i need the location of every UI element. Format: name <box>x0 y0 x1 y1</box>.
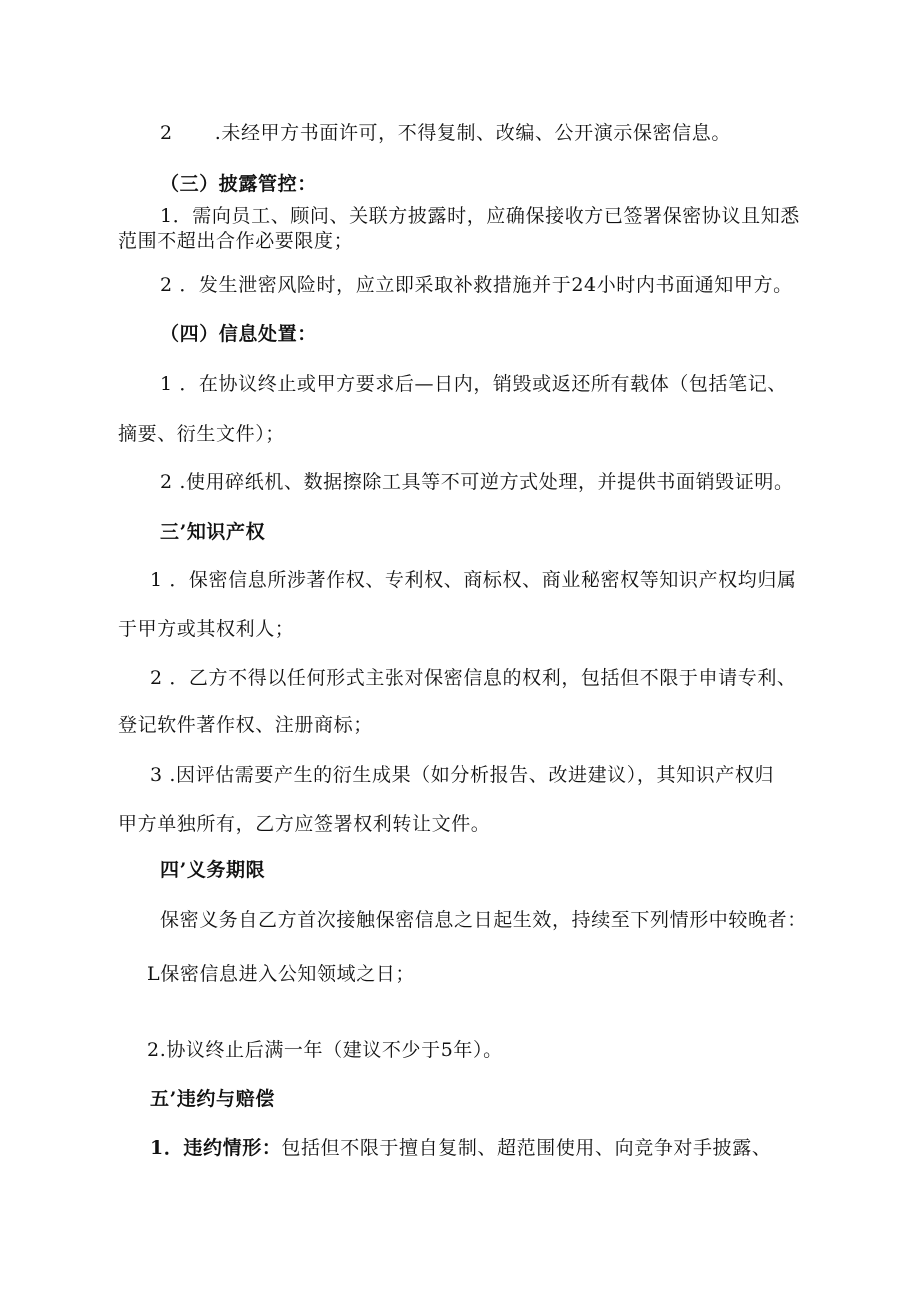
section-heading-disposal: （四）信息处置： <box>160 323 317 345</box>
clause-label: 1．违约情形： <box>150 1137 282 1159</box>
clause-line-continued: 甲方单独所有，乙方应签署权利转让文件。 <box>118 813 491 835</box>
clause-line: 1．需向员工、顾问、关联方披露时，应确保接收方已签署保密协议且知悉 <box>160 205 800 227</box>
list-item: 2.协议终止后满一年（建议不少于5年）。 <box>147 1039 503 1061</box>
section-heading-ip: 三’知识产权 <box>160 521 266 543</box>
clause-line: 2 ．发生泄密风险时，应立即采取补救措施并于24小时内书面通知甲方。 <box>160 274 793 296</box>
clause-line-continued: 登记软件著作权、注册商标； <box>118 714 373 736</box>
section-heading-disclosure: （三）披露管控： <box>160 173 317 195</box>
clause-line: 1 ．在协议终止或甲方要求后—日内，销毁或返还所有载体（包括笔记、 <box>160 373 787 395</box>
clause-text: 包括但不限于擅自复制、超范围使用、向竞争对手披露、 <box>281 1137 772 1159</box>
list-item: L保密信息进入公知领域之日； <box>147 963 416 985</box>
clause-line: 2 ．乙方不得以任何形式主张对保密信息的权利，包括但不限于申请专利、 <box>150 667 797 689</box>
paragraph-line: 保密义务自乙方首次接触保密信息之日起生效，持续至下列情形中较晚者： <box>160 909 807 931</box>
clause-line: 1 ．保密信息所涉著作权、专利权、商标权、商业秘密权等知识产权均归属 <box>150 569 797 591</box>
section-heading-term: 四’义务期限 <box>160 859 266 881</box>
clause-line: 3 .因评估需要产生的衍生成果（如分析报告、改进建议），其知识产权归 <box>150 764 775 786</box>
clause-line <box>160 121 731 145</box>
clause-number: 2 <box>160 122 173 144</box>
clause-line-continued: 范围不超出合作必要限度； <box>118 230 354 252</box>
section-heading-breach: 五’违约与赔偿 <box>150 1088 275 1110</box>
clause-line <box>150 1136 771 1160</box>
clause-line-continued: 于甲方或其权利人； <box>118 618 295 640</box>
clause-text: .未经甲方书面许可，不得复制、改编、公开演示保密信息。 <box>214 122 731 144</box>
clause-line: 2 .使用碎纸机、数据擦除工具等不可逆方式处理，并提供书面销毁证明。 <box>160 471 794 493</box>
clause-line-continued: 摘要、衍生文件）； <box>118 423 285 445</box>
